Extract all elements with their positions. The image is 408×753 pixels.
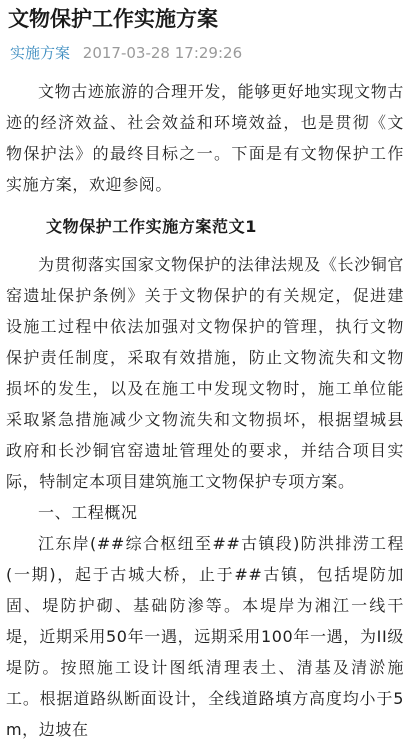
section-subtitle: 文物保护工作实施方案范文1 [46,217,257,236]
article-body [6,76,404,745]
article-meta [10,42,406,64]
publish-date: 2017-03-28 17:29:26 [82,44,243,62]
category-link[interactable]: 实施方案 [10,44,71,62]
intro-paragraph: 文物古迹旅游的合理开发，能够更好地实现文物古迹的经济效益、社会效益和环境效益，也是贯彻《文物保护法》的最终目标之一。下面是有文物保护工作实施方案，欢迎参阅。 [6,82,404,194]
body-paragraph: 为贯彻落实国家文物保护的法律法规及《长沙铜官窑遗址保护条例》关于文物保护的有关规定，促进建设施工过程中依法加强对文物保护的管理，执行文物保护责任制度，采取有效措施，防止文物流失和文物损坏的发生，以及在施工中发现文物时，施工单位能采取紧急措施减少文物流失和文物损坏，根据望城县政府和长沙铜官窑遗址管理处的要求，并结合项目实际，特制定本项目建筑施工文物保护专项方案。 [6,255,404,491]
section-heading: 一、工程概况 [38,503,138,522]
article-title: 文物保护工作实施方案 [8,7,218,31]
body-paragraph: 江东岸(##综合枢纽至##古镇段)防洪排涝工程(一期)，起于古城大桥，止于##古镇，包括堤防加固、堤防护砌、基础防渗等。本堤岸为湘江一线干堤，近期采用50年一遇，远期采用100年一遇，为II级堤防。按照施工设计图纸清理表土、清基及清淤施工。根据道路纵断面设计，全线道路填方高度均小于5m，边坡在 [6,534,404,739]
